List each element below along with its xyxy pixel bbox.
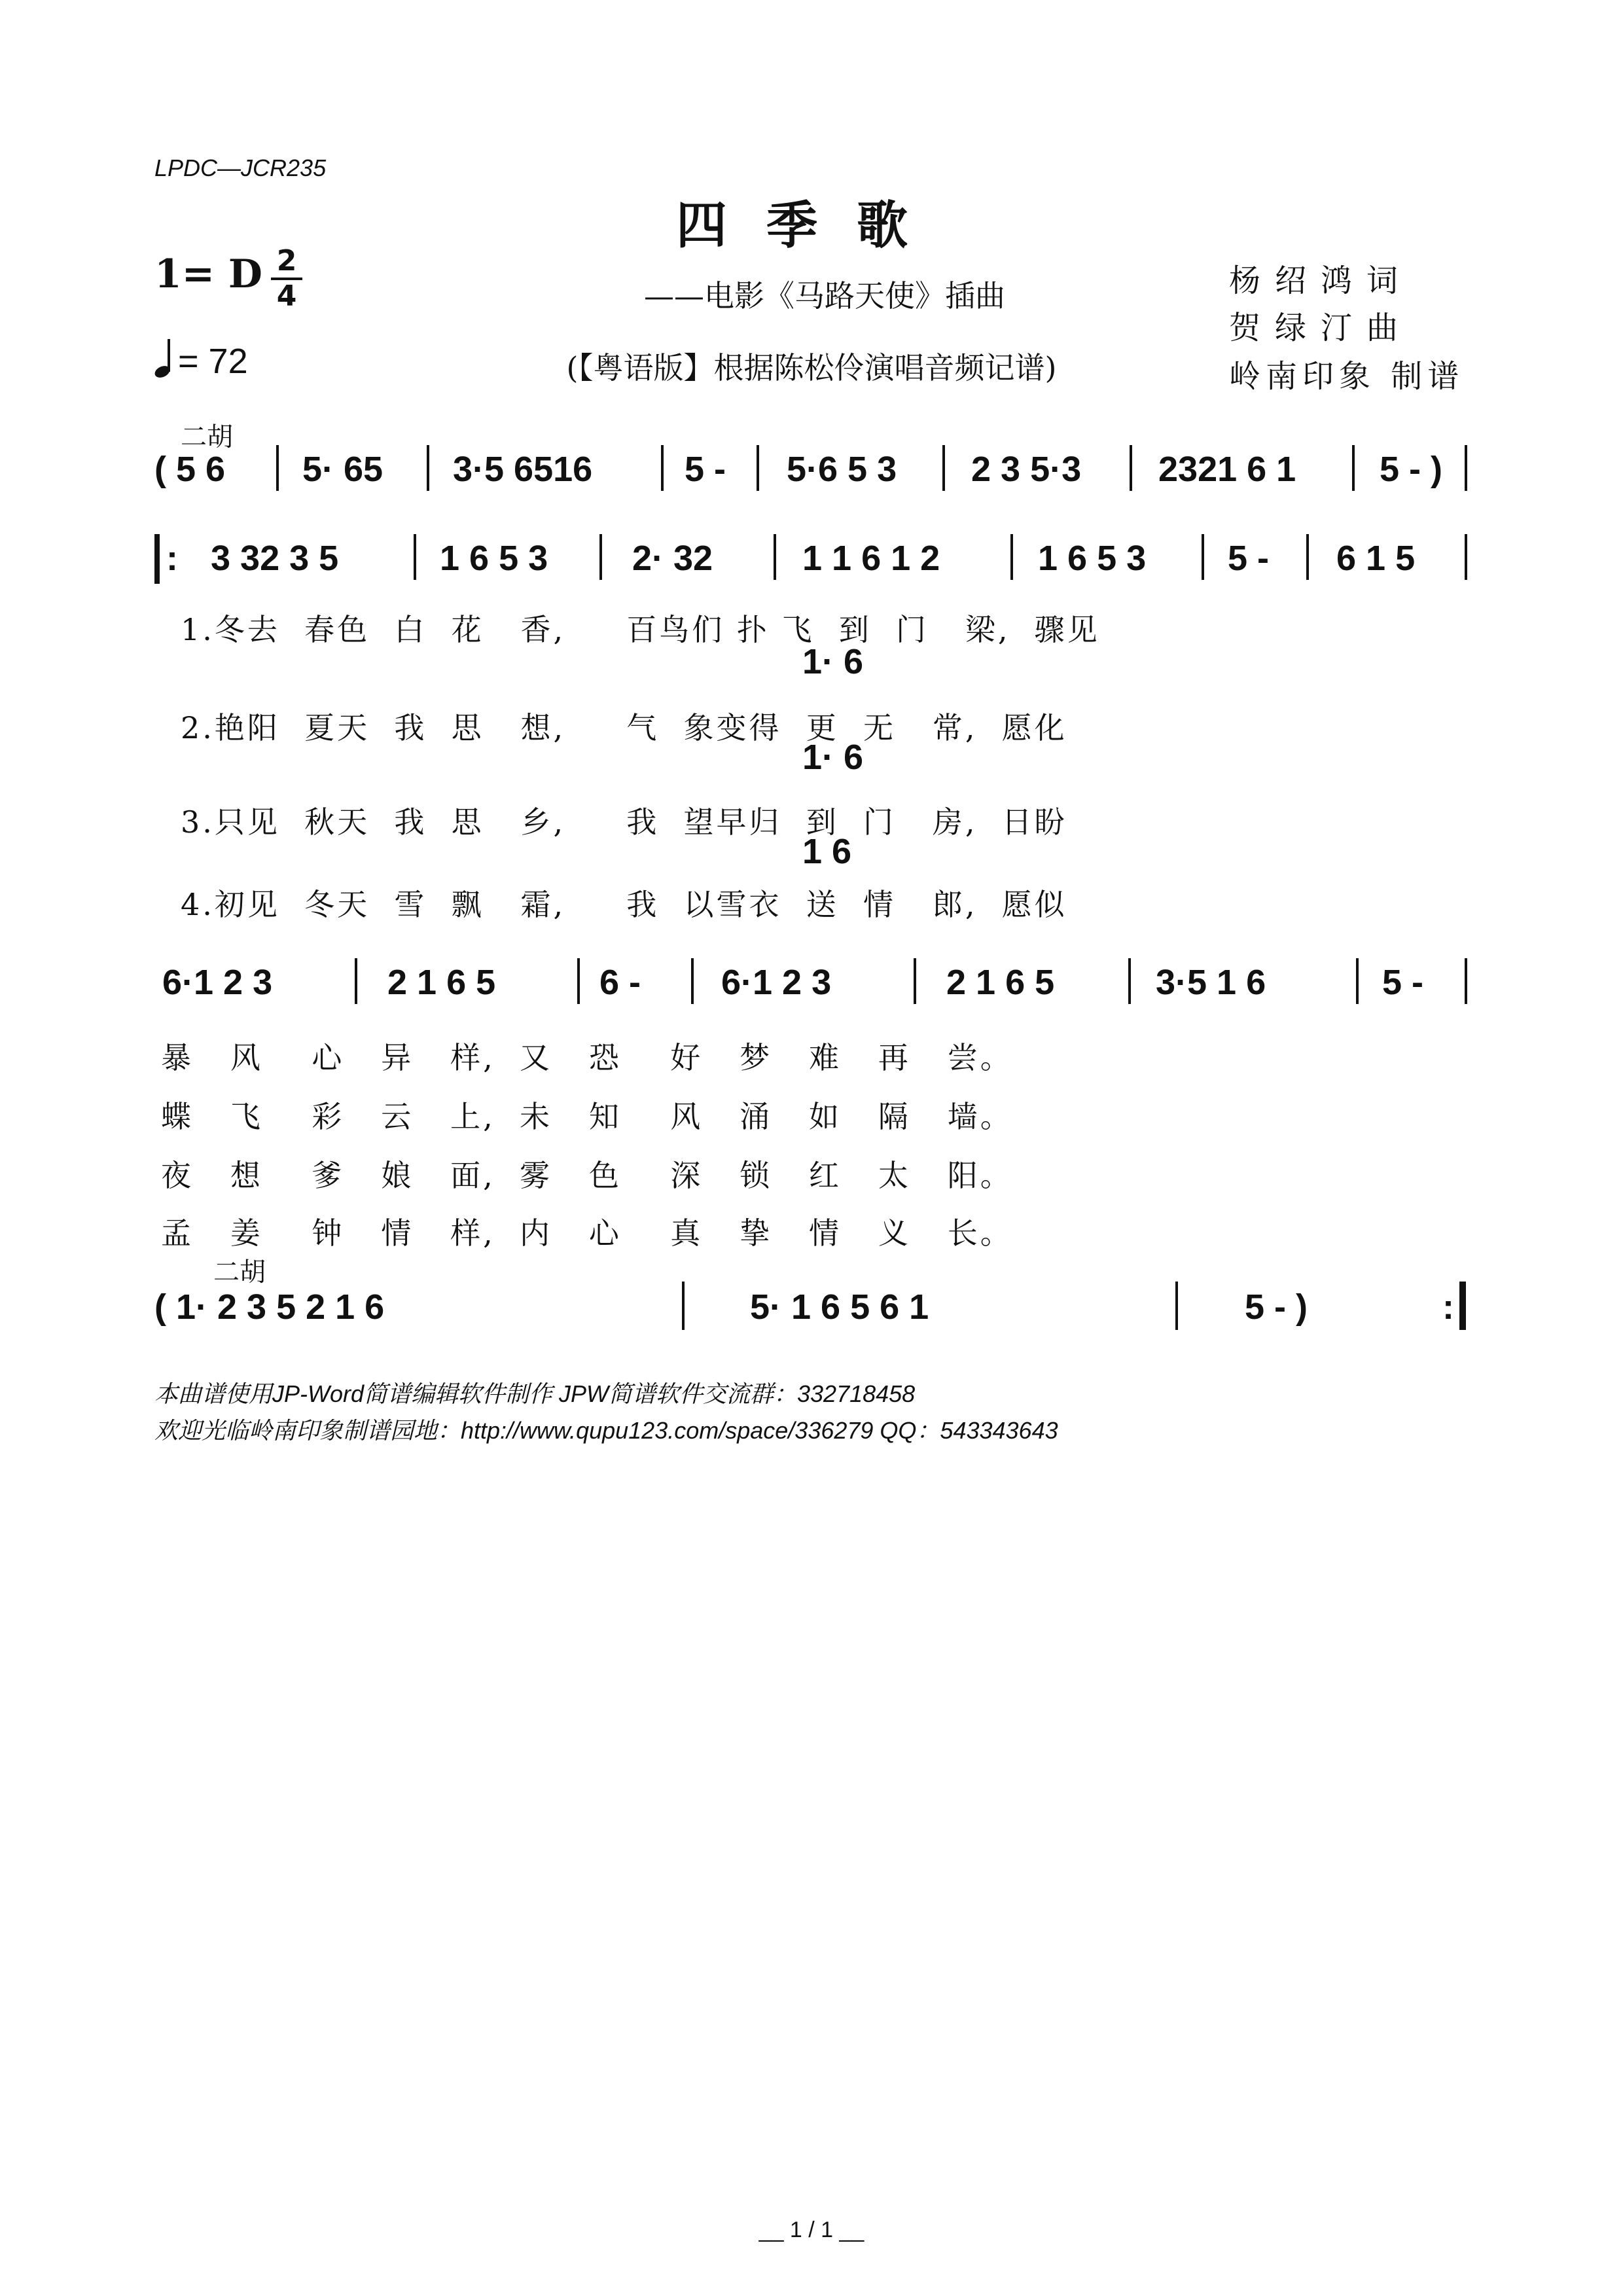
- verse-measure: 6·1 2 3: [162, 963, 273, 1002]
- subtitle: ——电影《马路天使》插曲: [644, 278, 1005, 314]
- version-note: (【粤语版】根据陈松伶演唱音频记谱): [566, 350, 1057, 386]
- lyric-verse-4a: 4.初见 冬天 雪 飘 霜, 我 以雪衣 送 情 郎, 愿似: [181, 887, 1067, 922]
- intro-measure: 5·6 5 3: [787, 450, 897, 489]
- verse-measure: 6 -: [599, 963, 641, 1002]
- verse-measure: 3·5 1 6: [1156, 963, 1266, 1002]
- composer-credit: 贺绿汀曲: [1229, 310, 1413, 346]
- lyric-verse-1a: 1.冬去 春色 白 花 香, 百鸟们 扑 飞 到 门 梁, 骤见: [181, 612, 1100, 647]
- intro-measure: ( 5 6: [154, 450, 226, 489]
- intro-staff: [154, 449, 1470, 495]
- outro-measure: ( 1· 2 3 5 2 1 6: [154, 1287, 385, 1327]
- variant-notes: 1 6: [802, 832, 852, 871]
- verse-measure: 2 1 6 5: [946, 963, 1055, 1002]
- verse-measure: 2 1 6 5: [387, 963, 496, 1002]
- intro-measure: 3·5 6516: [453, 450, 593, 489]
- footer-software-note: 本曲谱使用JP-Word简谱编辑软件制作 JPW简谱软件交流群：332718458: [154, 1380, 916, 1407]
- lyric-verse-2a: 2.艳阳 夏天 我 思 想, 气 象变得 更 无 常, 愿化: [181, 710, 1067, 745]
- verse-measure: 5 -: [1228, 539, 1270, 578]
- verse-staff-1: : 3 32 3 5 1 6 5 3 2· 32 1 1 6 1 2 1 6 5 3 5 - 6 1 5: [154, 538, 1470, 584]
- score-code: LPDC—JCR235: [154, 154, 327, 181]
- variant-notes: 1· 6: [802, 738, 864, 777]
- lyric-verse-3b: 夜 想 爹 娘 面, 雾 色 深 锁 红 太 阳。: [161, 1158, 1013, 1193]
- tempo-value: = 72: [178, 342, 248, 381]
- time-signature-top: 2: [276, 244, 297, 278]
- verse-staff-2: [154, 962, 1470, 1008]
- lyricist-credit: 杨绍鸿词: [1229, 262, 1413, 299]
- outro-instrument-label: 二胡: [213, 1257, 266, 1287]
- outro-staff: ( 1· 2 3 5 2 1 6 5· 1 6 5 6 1 5 - ) :: [154, 1287, 1470, 1333]
- intro-measure: 5 -: [685, 450, 726, 489]
- lyric-verse-3a: 3.只见 秋天 我 思 乡, 我 望早归 到 门 房, 日盼: [181, 804, 1067, 840]
- outro-measure: 5 - ): [1245, 1287, 1308, 1327]
- key-signature: 1= D: [154, 251, 262, 297]
- lyric-verse-1b: 暴 风 心 异 样, 又 恐 好 梦 难 再 尝。: [161, 1040, 1013, 1075]
- verse-measure: 2· 32: [632, 539, 713, 578]
- outro-measure: 5· 1 6 5 6 1: [750, 1287, 929, 1327]
- intro-measure: 2 3 5·3: [971, 450, 1082, 489]
- verse-measure: 6·1 2 3: [721, 963, 832, 1002]
- intro-measure: 2321 6 1: [1158, 450, 1296, 489]
- verse-measure: 1 1 6 1 2: [802, 539, 940, 578]
- lyric-verse-4b: 孟 姜 钟 情 样, 内 心 真 挚 情 义 长。: [161, 1215, 1013, 1251]
- verse-measure: 5 -: [1382, 963, 1424, 1002]
- verse-measure: 6 1 5: [1336, 539, 1416, 578]
- intro-measure: 5 - ): [1380, 450, 1443, 489]
- lyric-verse-2b: 蝶 飞 彩 云 上, 未 知 风 涌 如 隔 墙。: [161, 1099, 1013, 1134]
- page-title: 四季歌: [675, 196, 947, 255]
- arranger-credit: 岭南印象 制谱: [1229, 358, 1465, 395]
- footer-website-note: 欢迎光临岭南印象制谱园地：http://www.qupu123.com/space/336279 QQ：543343643: [154, 1417, 1058, 1444]
- page-number: __ 1 / 1 __: [758, 2217, 865, 2242]
- time-signature-bottom: 4: [276, 279, 297, 313]
- variant-notes: 1· 6: [802, 642, 864, 681]
- intro-instrument-label: 二胡: [181, 422, 233, 452]
- verse-measure: 3 32 3 5: [211, 539, 339, 578]
- intro-measure: 5· 65: [302, 450, 383, 489]
- verse-measure: 1 6 5 3: [440, 539, 548, 578]
- verse-measure: 1 6 5 3: [1038, 539, 1147, 578]
